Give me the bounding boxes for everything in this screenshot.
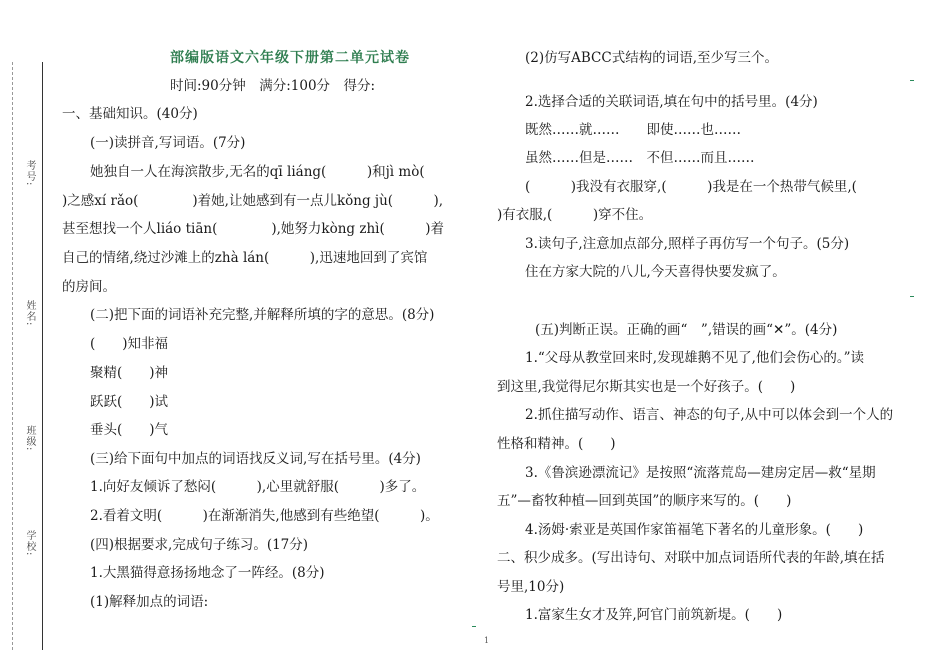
judgement-item: 五”—畜牧种植—回到英国”的顺序来写的。( )	[497, 493, 792, 509]
idiom-item: ( )知非福	[90, 336, 169, 352]
imitation-heading: 3.读句子,注意加点部分,照样子再仿写一个句子。(5分)	[525, 236, 850, 252]
conjunction-options: 既然……就…… 即使……也……	[525, 122, 741, 138]
school-label: 学校:	[24, 530, 35, 557]
judgement-item: 1.“父母从教堂回来时,发现雄鹅不见了,他们会伤心的。”读	[525, 350, 865, 366]
binding-margin	[0, 0, 62, 671]
exam-number-label: 考号:	[24, 160, 35, 187]
margin-mark	[472, 626, 476, 627]
sentence-item: 1.大黑猫得意扬扬地念了一阵经。(8分)	[90, 565, 325, 581]
exam-meta: 时间:90分钟 满分:100分 得分:	[170, 78, 376, 94]
judgement-item: 性格和精神。( )	[497, 436, 616, 452]
part-4-heading: (四)根据要求,完成句子练习。(17分)	[90, 537, 309, 553]
poem-item: 1.富家生女才及笄,阿官门前筑新堤。( )	[525, 607, 783, 623]
class-label: 班级:	[24, 425, 35, 452]
judgement-item: 到这里,我觉得尼尔斯其实也是一个好孩子。( )	[497, 379, 796, 395]
section-2-heading: 二、积少成多。(写出诗句、对联中加点词语所代表的年龄,填在括	[497, 550, 885, 566]
judgement-item: 4.汤姆·索亚是英国作家笛福笔下著名的儿童形象。( )	[525, 522, 864, 538]
conjunction-sentence: ( )我没有衣服穿,( )我是在一个热带气候里,(	[525, 179, 857, 195]
sentence-subitem: (1)解释加点的词语:	[90, 594, 209, 610]
binding-line	[42, 62, 43, 650]
idiom-item: 聚精( )神	[90, 365, 169, 381]
antonym-item: 2.看着文明( )在渐渐消失,他感到有些绝望( )。	[90, 508, 439, 524]
pinyin-text-line: 的房间。	[62, 279, 116, 295]
conjunction-heading: 2.选择合适的关联词语,填在句中的括号里。(4分)	[525, 94, 818, 110]
conjunction-options: 虽然……但是…… 不但……而且……	[525, 150, 755, 166]
judgement-item: 2.抓住描写动作、语言、神态的句子,从中可以体会到一个人的	[525, 407, 894, 423]
part-2-heading: (二)把下面的词语补充完整,并解释所填的字的意思。(8分)	[90, 307, 435, 323]
antonym-item: 1.向好友倾诉了愁闷( ),心里就舒服( )多了。	[90, 479, 426, 495]
name-label: 姓名:	[24, 300, 35, 327]
margin-mark	[910, 296, 914, 297]
part-3-heading: (三)给下面句中加点的词语找反义词,写在括号里。(4分)	[90, 451, 421, 467]
idiom-item: 垂头( )气	[90, 422, 169, 438]
idiom-item: 跃跃( )试	[90, 394, 169, 410]
part-5-heading: (五)判断正误。正确的画“ ”,错误的画“✕”。(4分)	[535, 322, 838, 338]
pinyin-text-line: )之感xí rǎo( )着她,让她感到有一点儿kǒng jù( ),	[62, 193, 444, 209]
section-2-heading: 号里,10分)	[497, 579, 565, 595]
page-number: 1	[484, 636, 490, 645]
pinyin-text-line: 自己的情绪,绕过沙滩上的zhà lán( ),迅速地回到了宾馆	[62, 250, 428, 266]
sentence-subitem: (2)仿写ABCC式结构的词语,至少写三个。	[525, 50, 778, 66]
part-1-heading: (一)读拼音,写词语。(7分)	[90, 135, 246, 151]
margin-mark	[910, 80, 914, 81]
cut-line	[12, 62, 13, 650]
conjunction-sentence: )有衣服,( )穿不住。	[497, 207, 653, 223]
pinyin-text-line: 她独自一人在海滨散步,无名的qī liáng( )和jì mò(	[90, 164, 425, 180]
pinyin-text-line: 甚至想找一个人liáo tiān( ),她努力kòng zhì( )着	[62, 221, 445, 237]
imitation-example: 住在方家大院的八儿,今天喜得快要发疯了。	[525, 264, 786, 280]
exam-title: 部编版语文六年级下册第二单元试卷	[170, 50, 410, 66]
section-1-heading: 一、基础知识。(40分)	[62, 106, 198, 122]
judgement-item: 3.《鲁滨逊漂流记》是按照“流落荒岛—建房定居—救“星期	[525, 465, 876, 481]
